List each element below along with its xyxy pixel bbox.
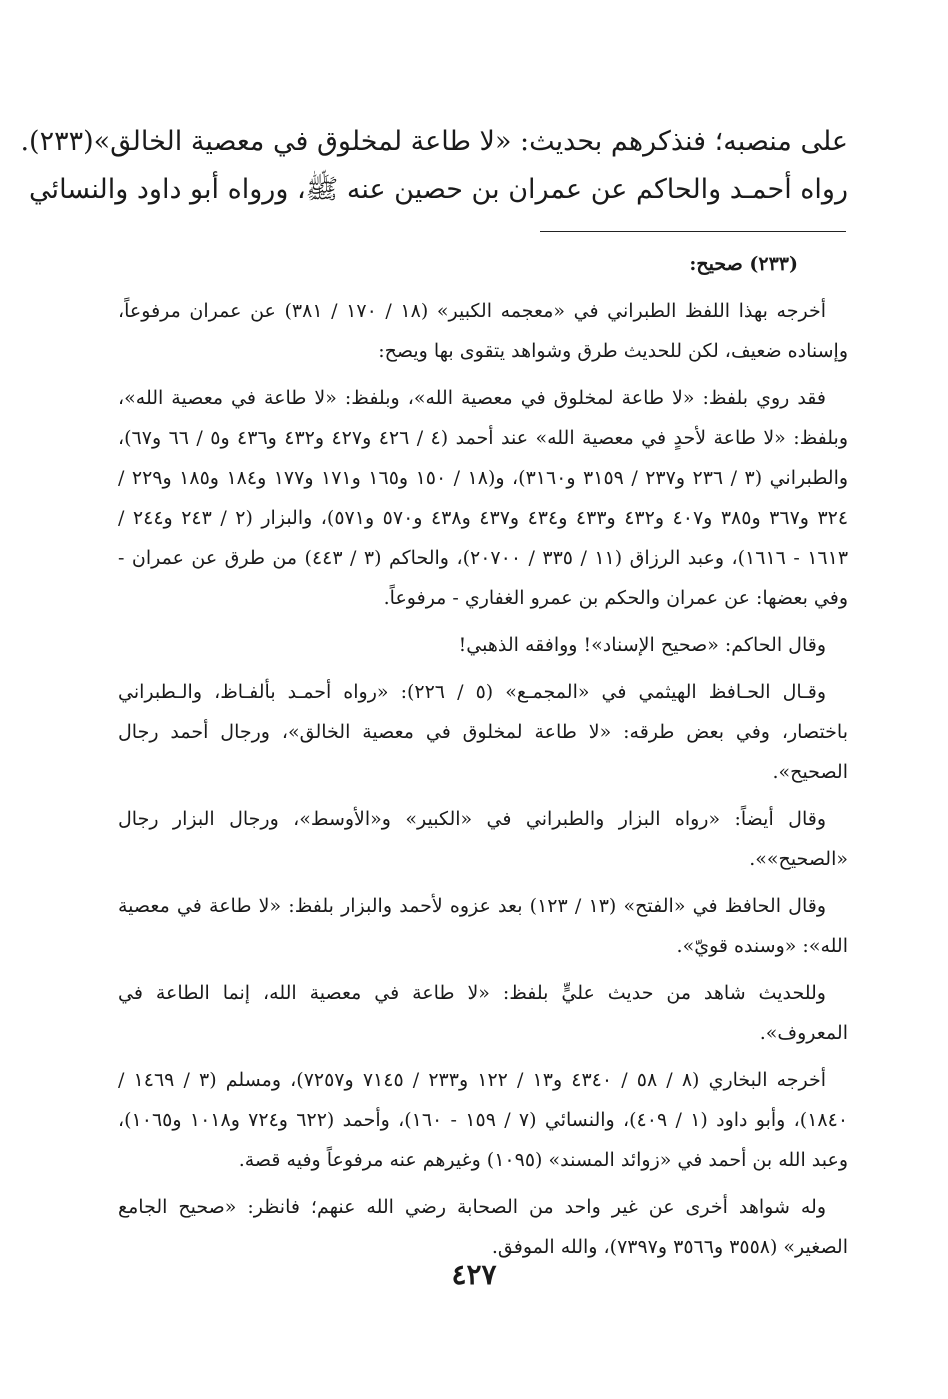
main-text-line-2: رواه أحمـد والحاكم عن عمران بن حصين عنه ﷺ، ورواه أبو داود والنسائي xyxy=(29,174,848,205)
footnote-heading: (٢٣٣) صحيح: xyxy=(689,253,798,275)
footnote-paragraph-1: أخرجه بهذا اللفظ الطبراني في «معجمه الكبير» (١٨ / ١٧٠ / ٣٨١) عن عمران مرفوعاً، وإسناده ضعيف، لكن للحديث طرق وشواهد يتقوى بها ويصح: xyxy=(118,300,848,362)
footnote-paragraph-2: فقد روي بلفظ: «لا طاعة لمخلوق في معصية الله»، وبلفظ: «لا طاعة في معصية الله»، وبلفظ: «لا طاعة لأحدٍ في معصية الله» عند أحمد (٤ / ٤٢٦ و٤٢٧ و٤٣٢ و٤٣٦ و٥ / ٦٦ و٦٧)، والطبراني (٣ / ٢٣٦ و٢٣٧ / ٣١٥٩ و٣١٦٠)، و(١٨ / ١٥٠ و١٦٥ و١٧١ و١٧٧ و١٨٤ و١٨٥ و٢٢٩ / ٣٢٤ و٣٦٧ و٣٨٥ و٤٠٧ و٤٣٢ و٤٣٣ و٤٣٤ و٤٣٧ و٤٣٨ و٥٧٠ و٥٧١)، والبزار (٢ / ٢٤٣ و٢٤٤ / ١٦١٣ - ١٦١٦)، وعبد الرزاق (١١ / ٣٣٥ / ٢٠٧٠٠)، والحاكم (٣ / ٤٤٣) من طرق عن عمران - وفي بعضها: عن عمران والحكم بن عمرو الغفاري - مرفوعاً. xyxy=(118,387,849,609)
main-text-line-1: على منصبه؛ فنذكرهم بحديث: «لا طاعة لمخلوق في معصية الخالق»(٢٣٣). xyxy=(20,126,848,157)
footnote-paragraph-4: وقـال الحـافظ الهيثمي في «المجمـع» (٥ / ٢٢٦): «رواه أحمـد بألفـاظ، والـطبراني باختصار، وفي بعض طرقه: «لا طاعة لمخلوق في معصية الخالق»، ورجال أحمد رجال الصحيح». xyxy=(118,681,848,783)
footnote-paragraph-6: وقال الحافظ في «الفتح» (١٣ / ١٢٣) بعد عزوه لأحمد والبزار بلفظ: «لا طاعة في معصية الله»: «وسنده قويّ». xyxy=(118,895,848,957)
footnote-separator xyxy=(540,231,846,232)
footnote-paragraph-3: وقال الحاكم: «صحيح الإسناد»! ووافقه الذهبي! xyxy=(458,634,826,656)
footnote-paragraph-8: أخرجه البخاري (٨ / ٥٨ / ٤٣٤٠ و١٣ / ١٢٢ و٢٣٣ / ٧١٤٥ و٧٢٥٧)، ومسلم (٣ / ١٤٦٩ / ١٨٤٠)، وأبو داود (١ / ٤٠٩)، والنسائي (٧ / ١٥٩ - ١٦٠)، وأحمد (٦٢٢ و٧٢٤ و١٠١٨ و١٠٦٥)، وعبد الله بن أحمد في «زوائد المسند» (١٠٩٥) وغيرهم عنه مرفوعاً وفيه قصة. xyxy=(118,1069,849,1171)
page-number: ٤٢٧ xyxy=(451,1258,497,1291)
footnote-paragraph-7: وللحديث شاهد من حديث عليٍّ بلفظ: «لا طاعة في معصية الله، إنما الطاعة في المعروف». xyxy=(118,982,848,1044)
footnote-paragraph-5: وقال أيضاً: «رواه البزار والطبراني في «الكبير» و«الأوسط»، ورجال البزار رجال «الصحيح»». xyxy=(118,808,848,870)
main-text-block xyxy=(20,118,848,214)
footnote-block xyxy=(118,244,848,1274)
footnote-paragraph-9: وله شواهد أخرى عن غير واحد من الصحابة رضي الله عنهم؛ فانظر: «صحيح الجامع الصغير» (٣٥٥٨ و٣٥٦٦ و٧٣٩٧)، والله الموفق. xyxy=(118,1196,848,1258)
